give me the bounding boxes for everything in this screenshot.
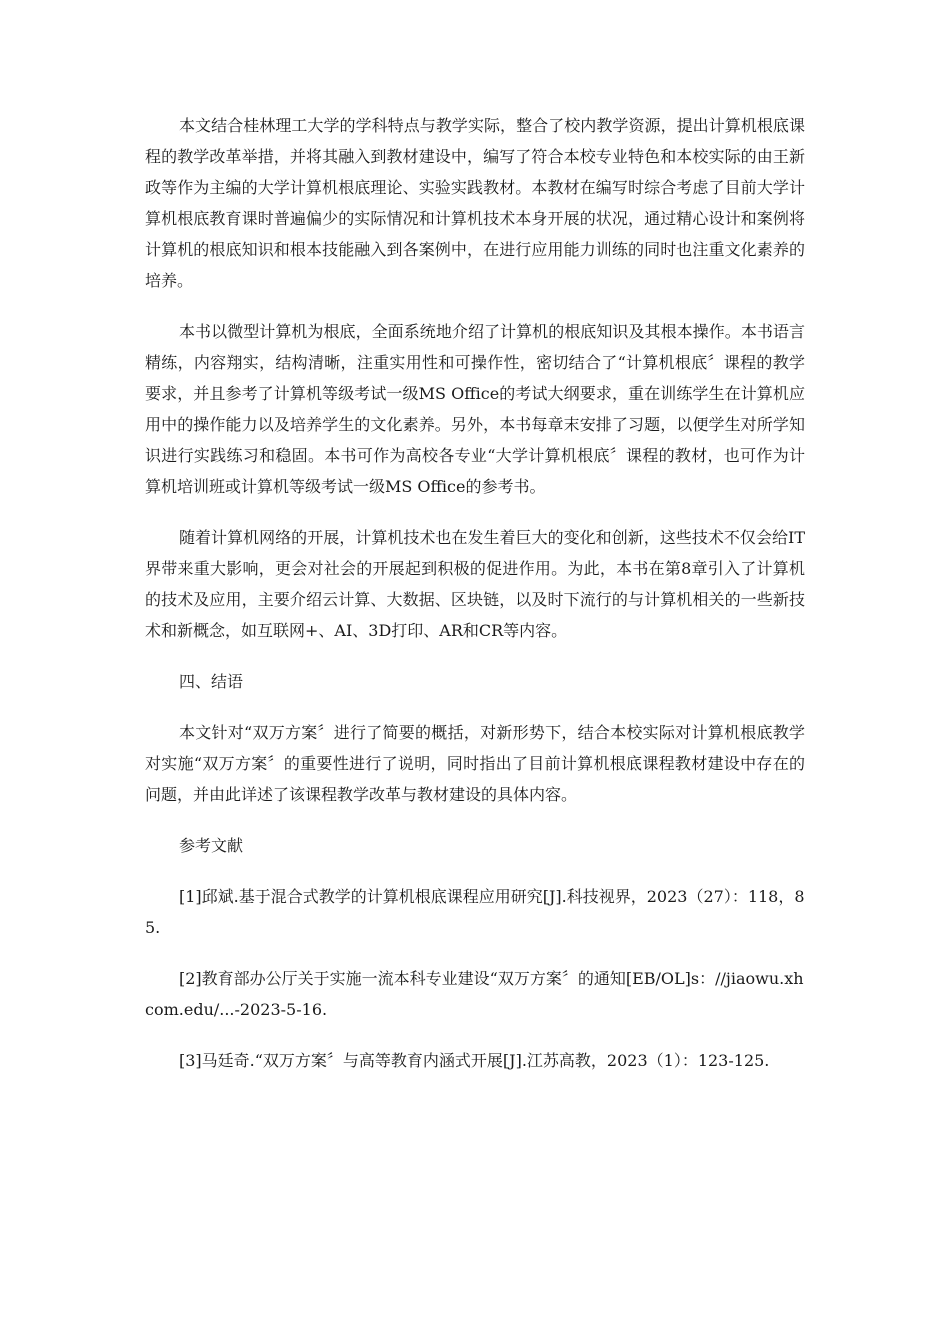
paragraph-gap [145,296,805,316]
body-paragraph: 本书以微型计算机为根底，全面系统地介绍了计算机的根底知识及其根本操作。本书语言精练，内容翔实，结构清晰，注重实用性和可操作性，密切结合了“计算机根底〞课程的教学要求，并且参考了计算机等级考试一级MS Office的考试大纲要求，重在训练学生在计算机应用中的操作能力以及培养学生的文化素养。另外，本书每章末安排了习题，以便学生对所学知识进行实践练习和稳固。本书可作为高校各专业“大学计算机根底〞课程的教材，也可作为计算机培训班或计算机等级考试一级MS Office的参考书。 [145,322,805,496]
conclusion-paragraph: 本文针对“双万方案〞进行了简要的概括，对新形势下，结合本校实际对计算机根底教学对实施“双万方案〞的重要性进行了说明，同时指出了目前计算机根底课程教材建设中存在的问题，并由此详述了该课程教学改革与教材建设的具体内容。 [145,723,805,804]
reference-item: [2]教育部办公厅关于实施一流本科专业建设“双万方案〞的通知[EB/OL]s：//jiaowu.xhcom.edu/...-2023-5-16. [145,969,804,1019]
paragraph-gap [145,861,805,881]
section-heading: 四、结语 [179,672,244,691]
paragraph-gap [145,810,805,830]
document-page [145,110,805,1076]
body-paragraph: 本文结合桂林理工大学的学科特点与教学实际，整合了校内教学资源，提出计算机根底课程的教学改革举措，并将其融入到教材建设中，编写了符合本校专业特色和本校实际的由王新政等作为主编的大学计算机根底理论、实验实践教材。本教材在编写时综合考虑了目前大学计算机根底教育课时普遍偏少的实际情况和计算机技术本身开展的状况，通过精心设计和案例将计算机的根底知识和根本技能融入到各案例中，在进行应用能力训练的同时也注重文化素养的培养。 [145,116,805,290]
reference-item: [1]邱斌.基于混合式教学的计算机根底课程应用研究[J].科技视界，2023（27）：118，85. [145,887,805,937]
reference-item: [3]马廷奇.“双万方案〞与高等教育内涵式开展[J].江苏高教，2023（1）：123-125. [179,1051,770,1070]
references-heading: 参考文献 [179,836,244,855]
paragraph-gap [145,646,805,666]
paragraph-gap [145,502,805,522]
body-paragraph: 随着计算机网络的开展，计算机技术也在发生着巨大的变化和创新，这些技术不仅会给IT界带来重大影响，更会对社会的开展起到积极的促进作用。为此，本书在第8章引入了计算机的技术及应用，主要介绍云计算、大数据、区块链，以及时下流行的与计算机相关的一些新技术和新概念，如互联网+、AI、3D打印、AR和CR等内容。 [145,528,805,640]
paragraph-gap [145,1025,805,1045]
paragraph-gap [145,943,805,963]
paragraph-gap [145,697,805,717]
